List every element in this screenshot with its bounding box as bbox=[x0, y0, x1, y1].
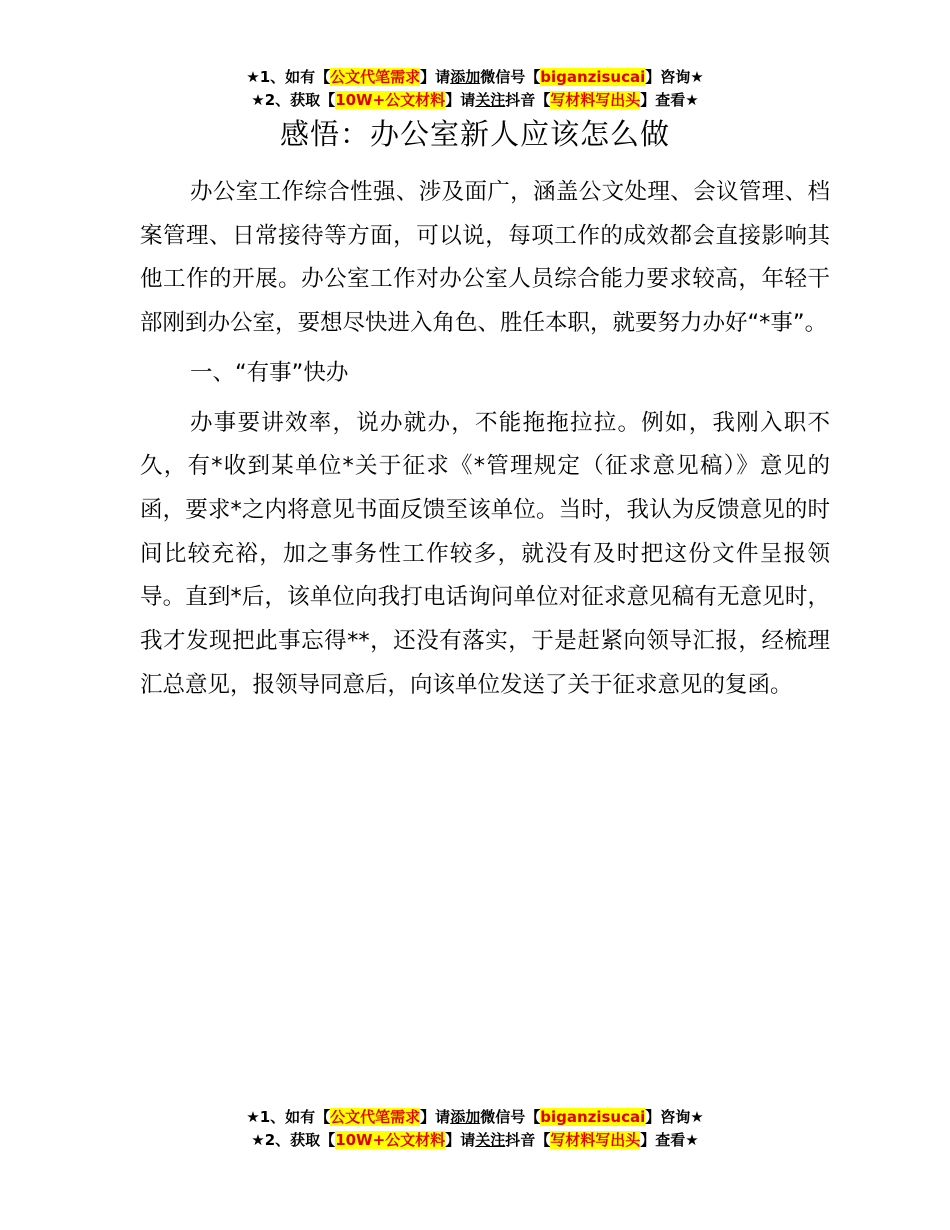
promo-underline: 关注 bbox=[475, 91, 506, 109]
section-heading: 一、“有事”快办 bbox=[190, 359, 349, 386]
promo-underline: 添加 bbox=[450, 1108, 481, 1126]
promo-line-1: ★1、如有【公文代笔需求】请添加微信号【biganzisucai】咨询★ bbox=[246, 68, 704, 86]
promo-highlight: 公文代笔需求 bbox=[330, 68, 421, 86]
promo-douyin-id: 写材料写出头 bbox=[550, 91, 641, 109]
promo-line-2: ★2、获取【10W+公文材料】请关注抖音【写材料写出头】查看★ bbox=[251, 91, 699, 109]
promo-highlight: 公文代笔需求 bbox=[330, 1108, 421, 1126]
promo-highlight: 10W+公文材料 bbox=[335, 1131, 446, 1149]
promo-underline: 添加 bbox=[450, 68, 481, 86]
header-promo bbox=[0, 66, 950, 112]
document-body bbox=[140, 171, 830, 713]
footer-promo bbox=[0, 1106, 950, 1152]
promo-line-1: ★1、如有【公文代笔需求】请添加微信号【biganzisucai】咨询★ bbox=[246, 1108, 704, 1126]
promo-highlight: 10W+公文材料 bbox=[335, 91, 446, 109]
promo-douyin-id: 写材料写出头 bbox=[550, 1131, 641, 1149]
promo-line-2: ★2、获取【10W+公文材料】请关注抖音【写材料写出头】查看★ bbox=[251, 1131, 699, 1149]
paragraph-body: 办事要讲效率，说办就办，不能拖拖拉拉。例如，我刚入职不久，有*收到某单位*关于征求《*管理规定（征求意见稿）》意见的函，要求*之内将意见书面反馈至该单位。当时，我认为反馈意见的时间比较充裕，加之事务性工作较多，就没有及时把这份文件呈报领导。直到*后，该单位向我打电话询问单位对征求意见稿有无意见时，我才发现把此事忘得**，还没有落实，于是赶紧向领导汇报，经梳理汇总意见，报领导同意后，向该单位发送了关于征求意见的复函。 bbox=[140, 409, 830, 698]
promo-wechat-id: biganzisucai bbox=[540, 1108, 646, 1126]
page-title: 感悟：办公室新人应该怎么做 bbox=[279, 117, 670, 151]
promo-underline: 关注 bbox=[475, 1131, 506, 1149]
promo-wechat-id: biganzisucai bbox=[540, 68, 646, 86]
paragraph-intro: 办公室工作综合性强、涉及面广，涵盖公文处理、会议管理、档案管理、日常接待等方面，可以说，每项工作的成效都会直接影响其他工作的开展。办公室工作对办公室人员综合能力要求较高，年轻干部刚到办公室，要想尽快进入角色、胜任本职，就要努力办好“*事”。 bbox=[140, 179, 830, 337]
